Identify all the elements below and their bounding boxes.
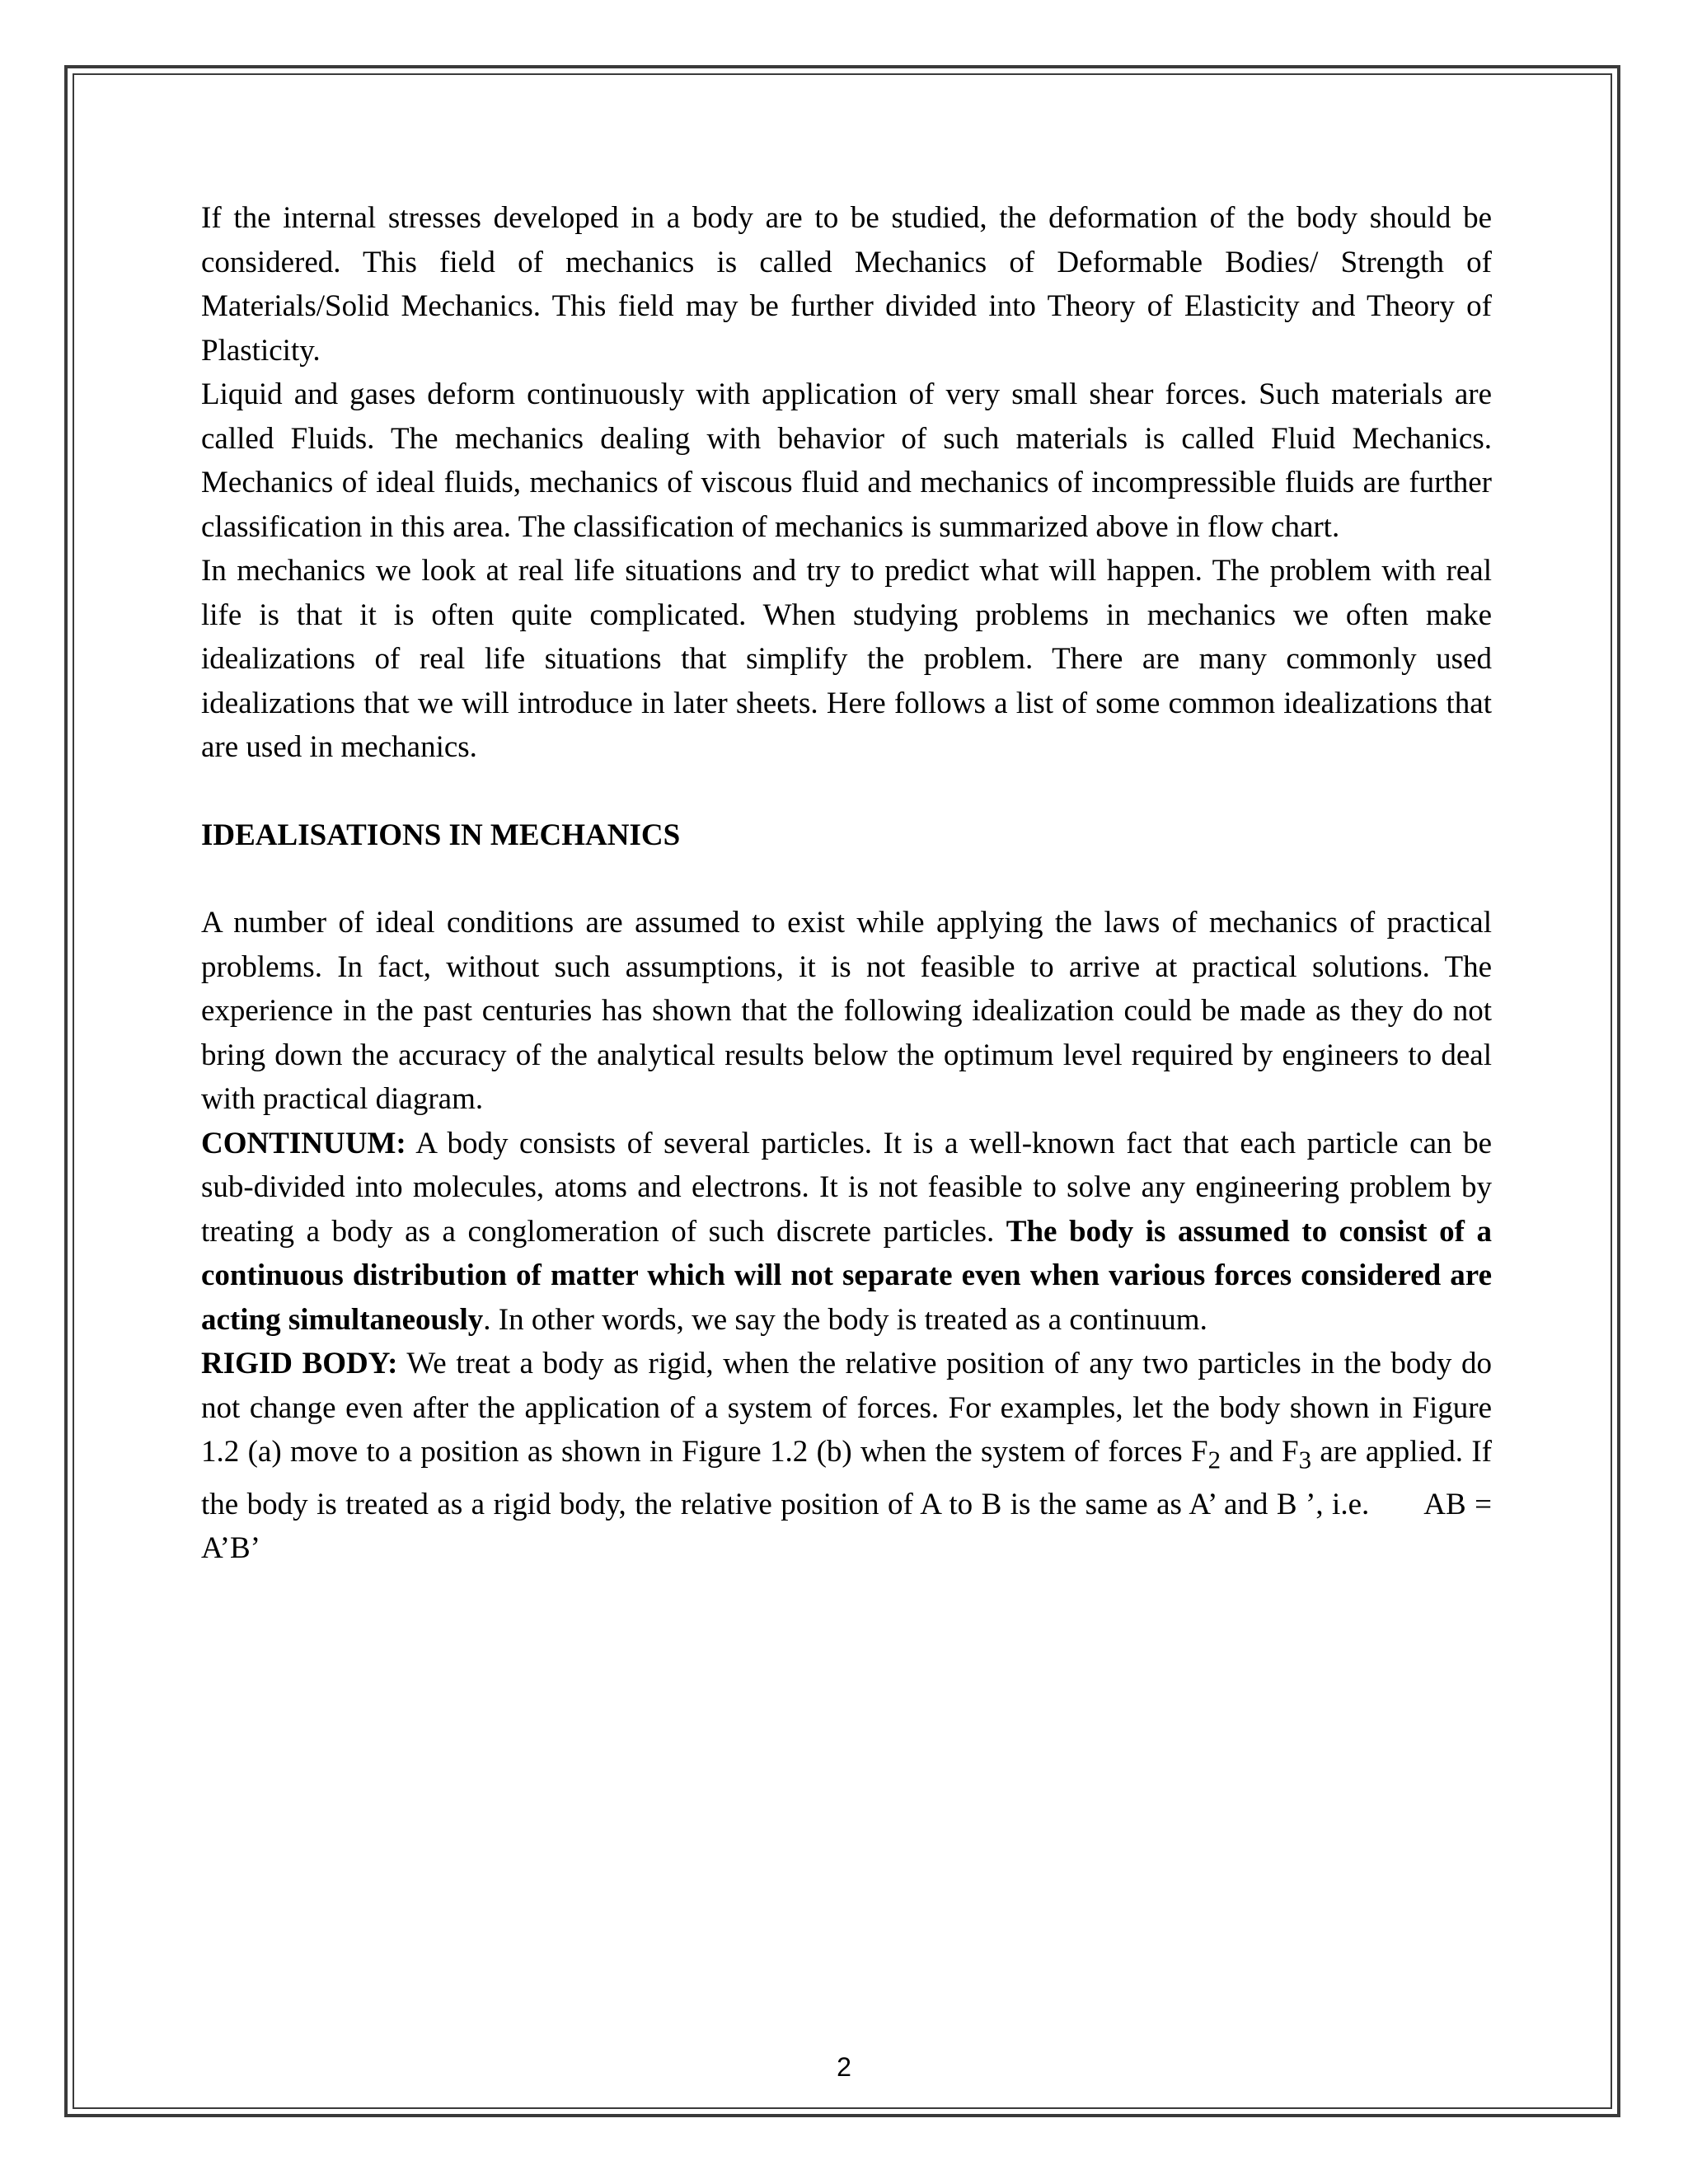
paragraph-continuum bbox=[201, 1122, 1492, 1343]
paragraph-fluids: Liquid and gases deform continuously with application of very small shear forces. Such materials are called Fluids. The mechanics dealing with behavior of such materials is called Fluid Mechanics. Mechanics of ideal fluids, mechanics of viscous fluid and mechanics of incompressible fluids are further classification in this area. The classification of mechanics is summarized above in flow chart. bbox=[201, 377, 1492, 544]
rigid-body-equation: AB = A’B’ bbox=[201, 1487, 1492, 1566]
page-number: 2 bbox=[837, 2052, 851, 2082]
rigid-body-subscript-1: 2 bbox=[1207, 1446, 1221, 1474]
continuum-text-after: . In other words, we say the body is treated as a continuum. bbox=[483, 1302, 1207, 1337]
paragraph-rigid-body bbox=[201, 1342, 1492, 1571]
paragraph-idealizations: In mechanics we look at real life situations and try to predict what will happen. The problem with real life is that it is often quite complicated. When studying problems in mechanics we often make idealizations of real life situations that simplify the problem. There are many commonly used idealizations that we will introduce in later sheets. Here follows a list of some common idealizations that are used in mechanics. bbox=[201, 554, 1492, 764]
rigid-body-text-3: are applied. If the body is treated as a rigid body, the relative position of A to B is the same as A’ and B ’, i.e. bbox=[201, 1435, 1492, 1521]
continuum-text-before: A body consists of several particles. It is a well-known fact that each particle can be sub-divided into molecules, atoms and electrons. It is not feasible to solve any engineering problem by treating a body as a conglomeration of such discrete particles. bbox=[201, 1126, 1492, 1249]
document-body bbox=[201, 196, 1492, 1571]
continuum-term: CONTINUUM: bbox=[201, 1126, 406, 1160]
section-heading: IDEALISATIONS IN MECHANICS bbox=[201, 818, 681, 852]
rigid-body-text-2: and F bbox=[1220, 1435, 1299, 1469]
continuum-bold-statement: The body is assumed to consist of a continuous distribution of matter which will not separate even when various forces considered are acting simultaneously bbox=[201, 1214, 1492, 1337]
rigid-body-text-1: We treat a body as rigid, when the relative position of any two particles in the body do not change even after the application of a system of forces. For examples, let the body shown in Figure 1.2 (a) move to a position as shown in Figure 1.2 (b) when the system of forces F bbox=[201, 1347, 1492, 1469]
paragraph-deformable-bodies: If the internal stresses developed in a body are to be studied, the deformation of the body should be considered. This field of mechanics is called Mechanics of Deformable Bodies/ Strength of Materials/Solid Mechanics. This field may be further divided into Theory of Elasticity and Theory of Plasticity. bbox=[201, 201, 1492, 368]
rigid-body-term: RIGID BODY: bbox=[201, 1347, 398, 1380]
paragraph-intro: A number of ideal conditions are assumed to exist while applying the laws of mechanics of practical problems. In fact, without such assumptions, it is not feasible to arrive at practical solutions. The experience in the past centuries has shown that the following idealization could be made as they do not bring down the accuracy of the analytical results below the optimum level required by engineers to deal with practical diagram. bbox=[201, 906, 1492, 1116]
rigid-body-subscript-2: 3 bbox=[1298, 1446, 1312, 1474]
